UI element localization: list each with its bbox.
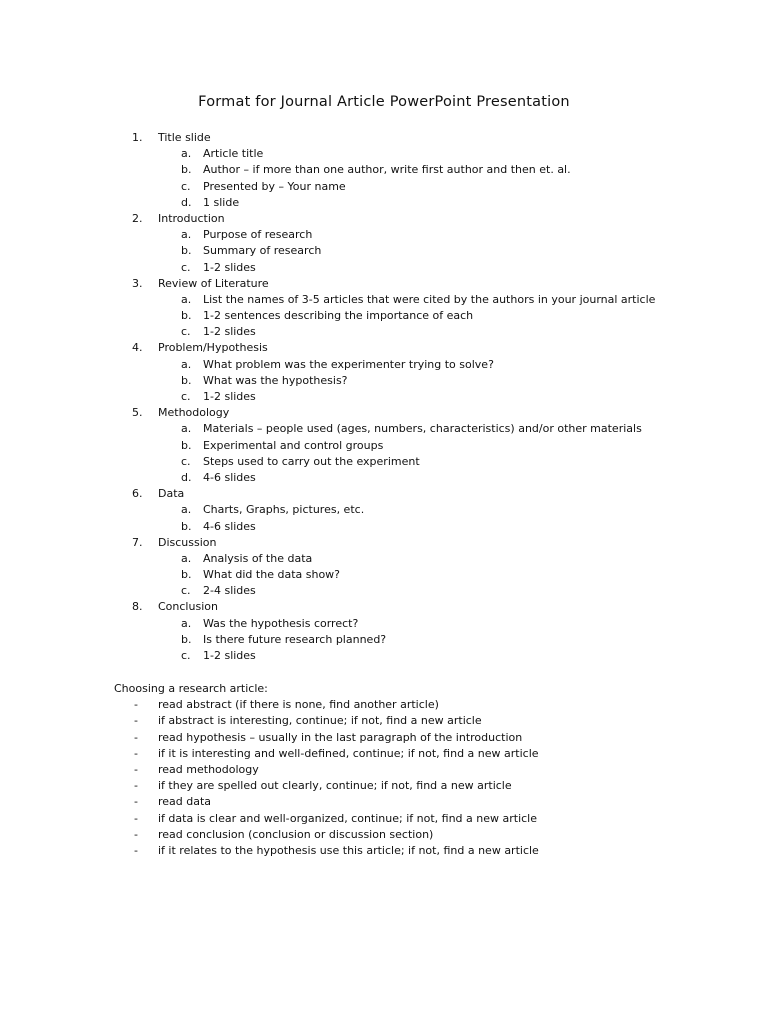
bullet-text: if it is interesting and well-defined, continue; if not, find a new article	[158, 746, 539, 760]
outline-subitem	[0, 162, 768, 178]
subitem-letter: b.	[181, 568, 192, 582]
outline-subitem	[0, 454, 768, 470]
outline-section	[0, 405, 768, 421]
subitem-letter: a.	[181, 551, 192, 565]
bullet-dash: -	[134, 827, 138, 841]
outline-subitem	[0, 179, 768, 195]
subitem-letter: b.	[181, 373, 192, 387]
section-number: 7.	[132, 535, 143, 549]
subitem-letter: c.	[181, 260, 191, 274]
outline-subitem	[0, 260, 768, 276]
subitem-letter: a.	[181, 357, 192, 371]
subitem-letter: a.	[181, 292, 192, 306]
subitem-letter: a.	[181, 147, 192, 161]
section-number: 5.	[132, 406, 143, 420]
section-label: Conclusion	[158, 600, 218, 614]
subitem-text: Was the hypothesis correct?	[203, 616, 359, 630]
outline-subitem	[0, 470, 768, 486]
bullet-text: if abstract is interesting, continue; if not, find a new article	[158, 714, 482, 728]
outline-section	[0, 130, 768, 146]
outline-subitem	[0, 616, 768, 632]
section-label: Data	[158, 487, 185, 501]
subitem-letter: a.	[181, 228, 192, 242]
section-number: 2.	[132, 211, 143, 225]
choosing-bullet	[0, 811, 768, 827]
subitem-letter: d.	[181, 470, 192, 484]
bullet-text: read hypothesis – usually in the last paragraph of the introduction	[158, 730, 523, 744]
outline-subitem	[0, 373, 768, 389]
subitem-letter: b.	[181, 438, 192, 452]
outline-subitem	[0, 324, 768, 340]
choosing-bullet	[0, 843, 768, 859]
subitem-letter: b.	[181, 309, 192, 323]
bullet-dash: -	[134, 730, 138, 744]
bullet-text: read conclusion (conclusion or discussion section)	[158, 827, 434, 841]
subitem-text: 1-2 slides	[203, 260, 256, 274]
choosing-bullet	[0, 697, 768, 713]
subitem-text: 1-2 sentences describing the importance of each	[203, 309, 474, 323]
outline-subitem	[0, 227, 768, 243]
bullet-dash: -	[134, 746, 138, 760]
section-number: 6.	[132, 487, 143, 501]
bullet-dash: -	[134, 698, 138, 712]
subitem-letter: c.	[181, 390, 191, 403]
bullet-text: read abstract (if there is none, find another article)	[158, 698, 439, 712]
subitem-text: Steps used to carry out the experiment	[203, 454, 420, 468]
subitem-text: Experimental and control groups	[203, 438, 384, 452]
outline-subitem	[0, 632, 768, 648]
outline-subitem	[0, 308, 768, 324]
outline-section	[0, 340, 768, 356]
subitem-text: Charts, Graphs, pictures, etc.	[203, 503, 365, 517]
outline-section	[0, 276, 768, 292]
outline-subitem	[0, 421, 768, 437]
subitem-text: List the names of 3-5 articles that were cited by the authors in your journal article	[203, 292, 656, 306]
presentation-outline	[0, 130, 768, 664]
subitem-text: What did the data show?	[203, 568, 341, 582]
subitem-letter: a.	[181, 503, 192, 517]
bullet-dash: -	[134, 762, 138, 776]
subitem-text: 1-2 slides	[203, 649, 256, 662]
subitem-text: What was the hypothesis?	[203, 373, 348, 387]
outline-subitem	[0, 551, 768, 567]
choosing-heading: Choosing a research article:	[114, 682, 268, 695]
outline-section	[0, 486, 768, 502]
outline-subitem	[0, 357, 768, 373]
subitem-letter: a.	[181, 616, 192, 630]
outline-subitem	[0, 583, 768, 599]
bullet-text: read data	[158, 795, 212, 809]
subitem-text: Summary of research	[203, 244, 322, 258]
section-number: 8.	[132, 600, 143, 614]
subitem-text: Author – if more than one author, write first author and then et. al.	[203, 163, 571, 177]
subitem-text: Analysis of the data	[203, 551, 313, 565]
outline-subitem	[0, 519, 768, 535]
subitem-letter: a.	[181, 422, 192, 436]
outline-subitem	[0, 438, 768, 454]
section-label: Title slide	[158, 131, 211, 144]
subitem-letter: b.	[181, 632, 192, 646]
subitem-letter: b.	[181, 163, 192, 177]
section-label: Review of Literature	[158, 276, 269, 290]
bullet-text: read methodology	[158, 762, 259, 776]
choosing-article-section	[0, 681, 768, 859]
outline-subitem	[0, 195, 768, 211]
choosing-bullet	[0, 746, 768, 762]
choosing-bullet	[0, 730, 768, 746]
bullet-dash: -	[134, 779, 138, 793]
subitem-text: 1-2 slides	[203, 325, 256, 339]
choosing-bullet	[0, 778, 768, 794]
outline-subitem	[0, 243, 768, 259]
bullet-dash: -	[134, 795, 138, 809]
section-number: 1.	[132, 131, 143, 144]
subitem-letter: c.	[181, 179, 191, 193]
subitem-text: 1 slide	[203, 195, 240, 209]
outline-subitem	[0, 146, 768, 162]
subitem-text: Article title	[203, 147, 264, 161]
section-number: 3.	[132, 276, 143, 290]
choosing-bullet	[0, 827, 768, 843]
section-number: 4.	[132, 341, 143, 355]
section-label: Discussion	[158, 535, 217, 549]
choosing-bullet	[0, 713, 768, 729]
subitem-text: 4-6 slides	[203, 470, 256, 484]
subitem-letter: b.	[181, 244, 192, 258]
section-label: Methodology	[158, 406, 230, 420]
subitem-text: Purpose of research	[203, 228, 313, 242]
bullet-dash: -	[134, 714, 138, 728]
subitem-letter: c.	[181, 325, 191, 339]
subitem-letter: c.	[181, 454, 191, 468]
outline-subitem	[0, 292, 768, 308]
bullet-dash: -	[134, 843, 138, 857]
outline-subitem	[0, 648, 768, 664]
choosing-bullet	[0, 794, 768, 810]
subitem-letter: c.	[181, 649, 191, 662]
document-title: Format for Journal Article PowerPoint Presentation	[198, 94, 570, 110]
subitem-text: Presented by – Your name	[203, 179, 346, 193]
subitem-letter: b.	[181, 519, 192, 533]
subitem-text: 1-2 slides	[203, 390, 256, 403]
subitem-text: What problem was the experimenter trying to solve?	[203, 357, 494, 371]
section-label: Introduction	[158, 211, 225, 225]
bullet-text: if they are spelled out clearly, continue; if not, find a new article	[158, 779, 512, 793]
outline-section	[0, 211, 768, 227]
bullet-dash: -	[134, 811, 138, 825]
section-label: Problem/Hypothesis	[158, 341, 268, 355]
outline-subitem	[0, 567, 768, 583]
choosing-bullet	[0, 762, 768, 778]
subitem-letter: d.	[181, 195, 192, 209]
subitem-letter: c.	[181, 584, 191, 598]
bullet-text: if data is clear and well-organized, continue; if not, find a new article	[158, 811, 538, 825]
subitem-text: Materials – people used (ages, numbers, characteristics) and/or other materials	[203, 422, 642, 436]
subitem-text: 2-4 slides	[203, 584, 256, 598]
outline-subitem	[0, 389, 768, 405]
subitem-text: 4-6 slides	[203, 519, 256, 533]
outline-section	[0, 535, 768, 551]
outline-subitem	[0, 502, 768, 518]
bullet-text: if it relates to the hypothesis use this article; if not, find a new article	[158, 843, 539, 857]
outline-section	[0, 599, 768, 615]
subitem-text: Is there future research planned?	[203, 632, 387, 646]
